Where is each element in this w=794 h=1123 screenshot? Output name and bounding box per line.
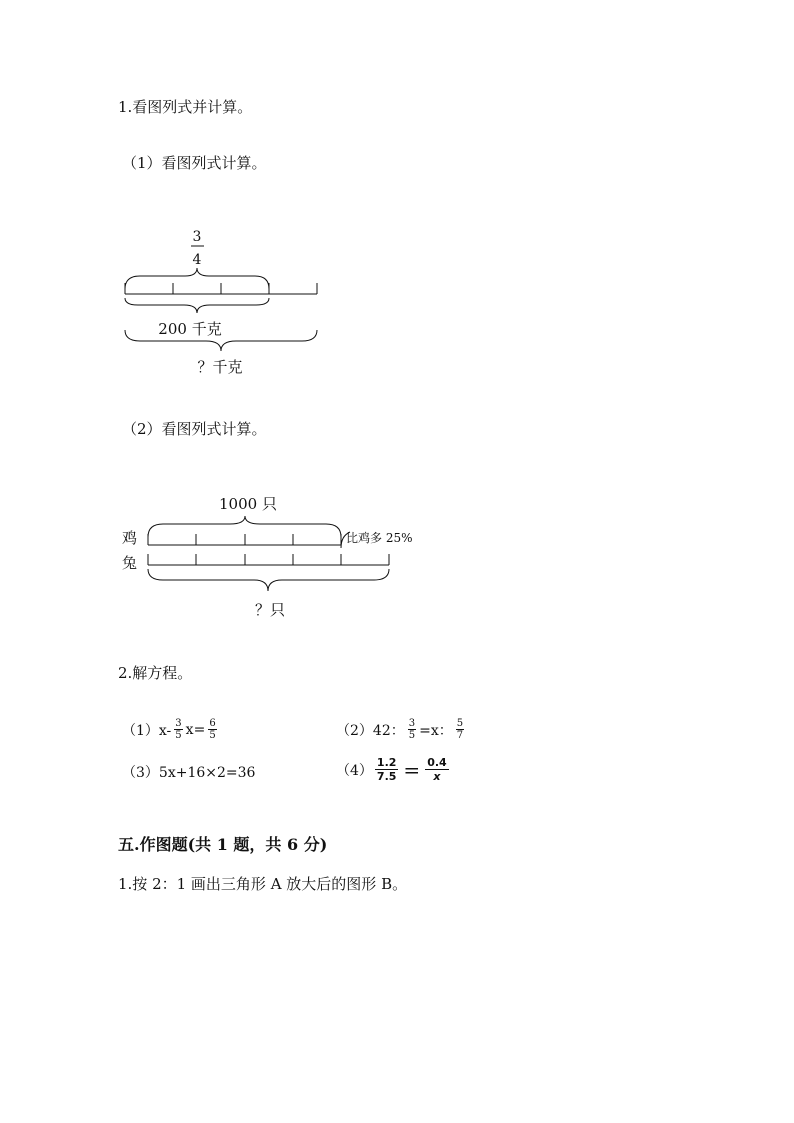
question-1-part-2-label: （2）看图列式计算。	[122, 420, 267, 438]
equation-3-text: （3）5x+16×2=36	[122, 765, 256, 781]
diagram-2-top-brace	[148, 516, 341, 537]
diagram-2-total-brace	[148, 569, 389, 591]
equation-3	[122, 762, 255, 782]
diagram-2-more-label: 比鸡多 25%	[346, 531, 413, 545]
section-5-question-1: 1.按 2：1 画出三角形 A 放大后的图形 B。	[118, 875, 408, 893]
diagram-2-question-label: ？只	[254, 601, 286, 619]
diagram-2-rabbit-label: 兔	[122, 554, 138, 572]
equation-2-fraction-a: $\frac{3}{5}$	[408, 718, 416, 741]
equation-1	[122, 718, 220, 741]
equation-4-fraction-a: $\frac{1.2}{7.5}$	[376, 756, 397, 783]
diagram-1-weight-label: 200 千克	[158, 320, 222, 338]
diagram-1	[0, 0, 794, 400]
diagram-2-chicken-label: 鸡	[122, 529, 138, 547]
question-2-title: 2.解方程。	[118, 664, 193, 682]
diagram-1-fraction-denominator: 4	[192, 252, 202, 268]
diagram-1-lower-brace	[125, 298, 269, 313]
equation-1-fraction-b: $\frac{6}{5}$	[209, 718, 216, 741]
equation-1-fraction-a: $\frac{3}{5}$	[175, 718, 182, 741]
section-5-heading: 五.作图题(共 1 题，共 6 分)	[118, 835, 328, 854]
equation-4-equals: =	[403, 757, 421, 782]
diagram-2-total-label: 1000 只	[219, 495, 277, 513]
equation-4	[336, 756, 451, 783]
equation-2-mid: =x：	[419, 722, 453, 739]
diagram-1-question-label: ？千克	[197, 358, 243, 376]
equation-2-prefix: （2）42：	[336, 722, 405, 739]
equation-1-mid: x=	[185, 721, 206, 738]
diagram-1-top-brace	[125, 268, 269, 289]
question-1-title: 1.看图列式并计算。	[118, 98, 253, 116]
diagram-1-fraction-numerator: 3	[192, 229, 202, 245]
equation-2-fraction-b: $\frac{5}{7}$	[456, 718, 464, 741]
equation-4-fraction-b: $\frac{0.4}{x}$	[427, 756, 447, 783]
equation-4-prefix: （4）	[336, 762, 373, 779]
question-1-part-1-label: （1）看图列式计算。	[122, 154, 267, 172]
equation-1-prefix: （1）x-	[122, 722, 172, 739]
diagram-2	[0, 480, 794, 630]
equation-2	[336, 718, 467, 741]
